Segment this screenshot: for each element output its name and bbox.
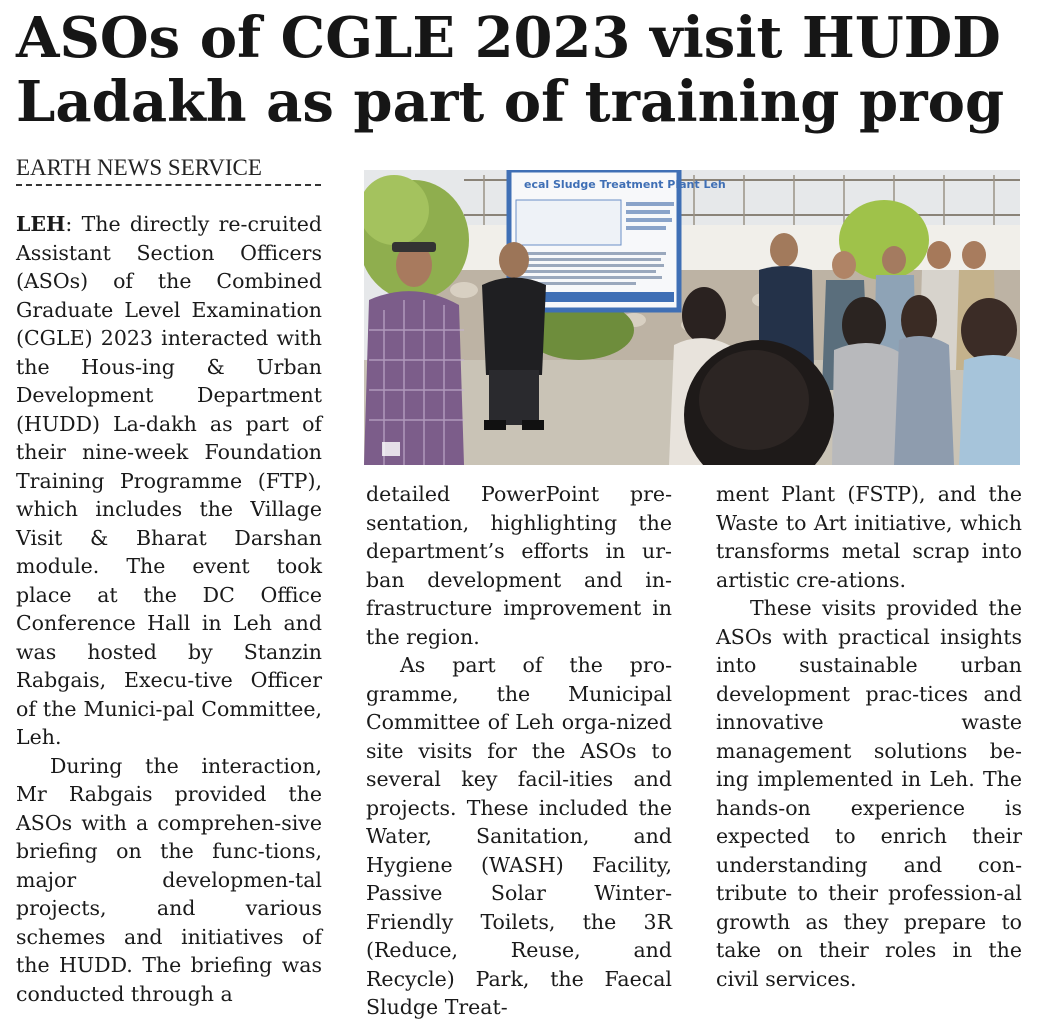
news-photo — [364, 170, 1020, 465]
byline: EARTH NEWS SERVICE — [16, 154, 321, 186]
column-3 — [716, 480, 1022, 993]
column-1 — [16, 210, 322, 1008]
column-2 — [366, 480, 672, 1022]
headline: ASOs of CGLE 2023 visit HUDD Ladakh as part of training prog — [16, 5, 1005, 135]
col1-paragraph-1-text: : The directly re-cruited Assistant Section Officers (ASOs) of the Combined Graduate Level Examination (CGLE) 2023 interacted with the Hous-ing & Urban Development Department (HUDD) La-dakh as part of their nine-week Foundation Training Programme (FTP), which includes the Village Visit & Bharat Darshan module. The event took place at the DC Office Conference Hall in Leh and was hosted by Stanzin Rabgais, Execu-tive Officer of the Munici-pal Committee, Leh. — [16, 212, 322, 749]
dateline: LEH — [16, 212, 66, 236]
col1-paragraph-1 — [16, 210, 322, 752]
sign-title: ecal Sludge Treatment Plant Leh — [524, 178, 726, 191]
col2-paragraph-2: As part of the pro-gramme, the Municipal Committee of Leh orga-nized site visits for the ASOs to several key facil-ities and projects. These included the Water, Sanitation, and Hygiene (WASH) Facility, Passive Solar Winter-Friendly Toilets, the 3R (Reduce, Reuse, and Recycle) Park, the Faecal Sludge Treat- — [366, 653, 672, 1019]
col3-paragraph-1: ment Plant (FSTP), and the Waste to Art initiative, which transforms metal scrap into artistic cre-ations. — [716, 482, 1022, 592]
photo-scene — [364, 170, 1020, 465]
col2-paragraph-1: detailed PowerPoint pre-sentation, highlighting the department’s efforts in ur-ban development and in-frastructure improvement in the region. — [366, 482, 672, 649]
col3-paragraph-2: These visits provided the ASOs with practical insights into sustainable urban development prac-tices and innovative waste management solutions be-ing implemented in Leh. The hands-on experience is expected to enrich their understanding and con-tribute to their profession-al growth as they prepare to take on their roles in the civil services. — [716, 596, 1022, 991]
col1-paragraph-2: During the interaction, Mr Rabgais provided the ASOs with a comprehen-sive briefing on the func-tions, major developmen-tal projects, and various schemes and initiatives of the HUDD. The briefing was conducted through a — [16, 753, 322, 1006]
